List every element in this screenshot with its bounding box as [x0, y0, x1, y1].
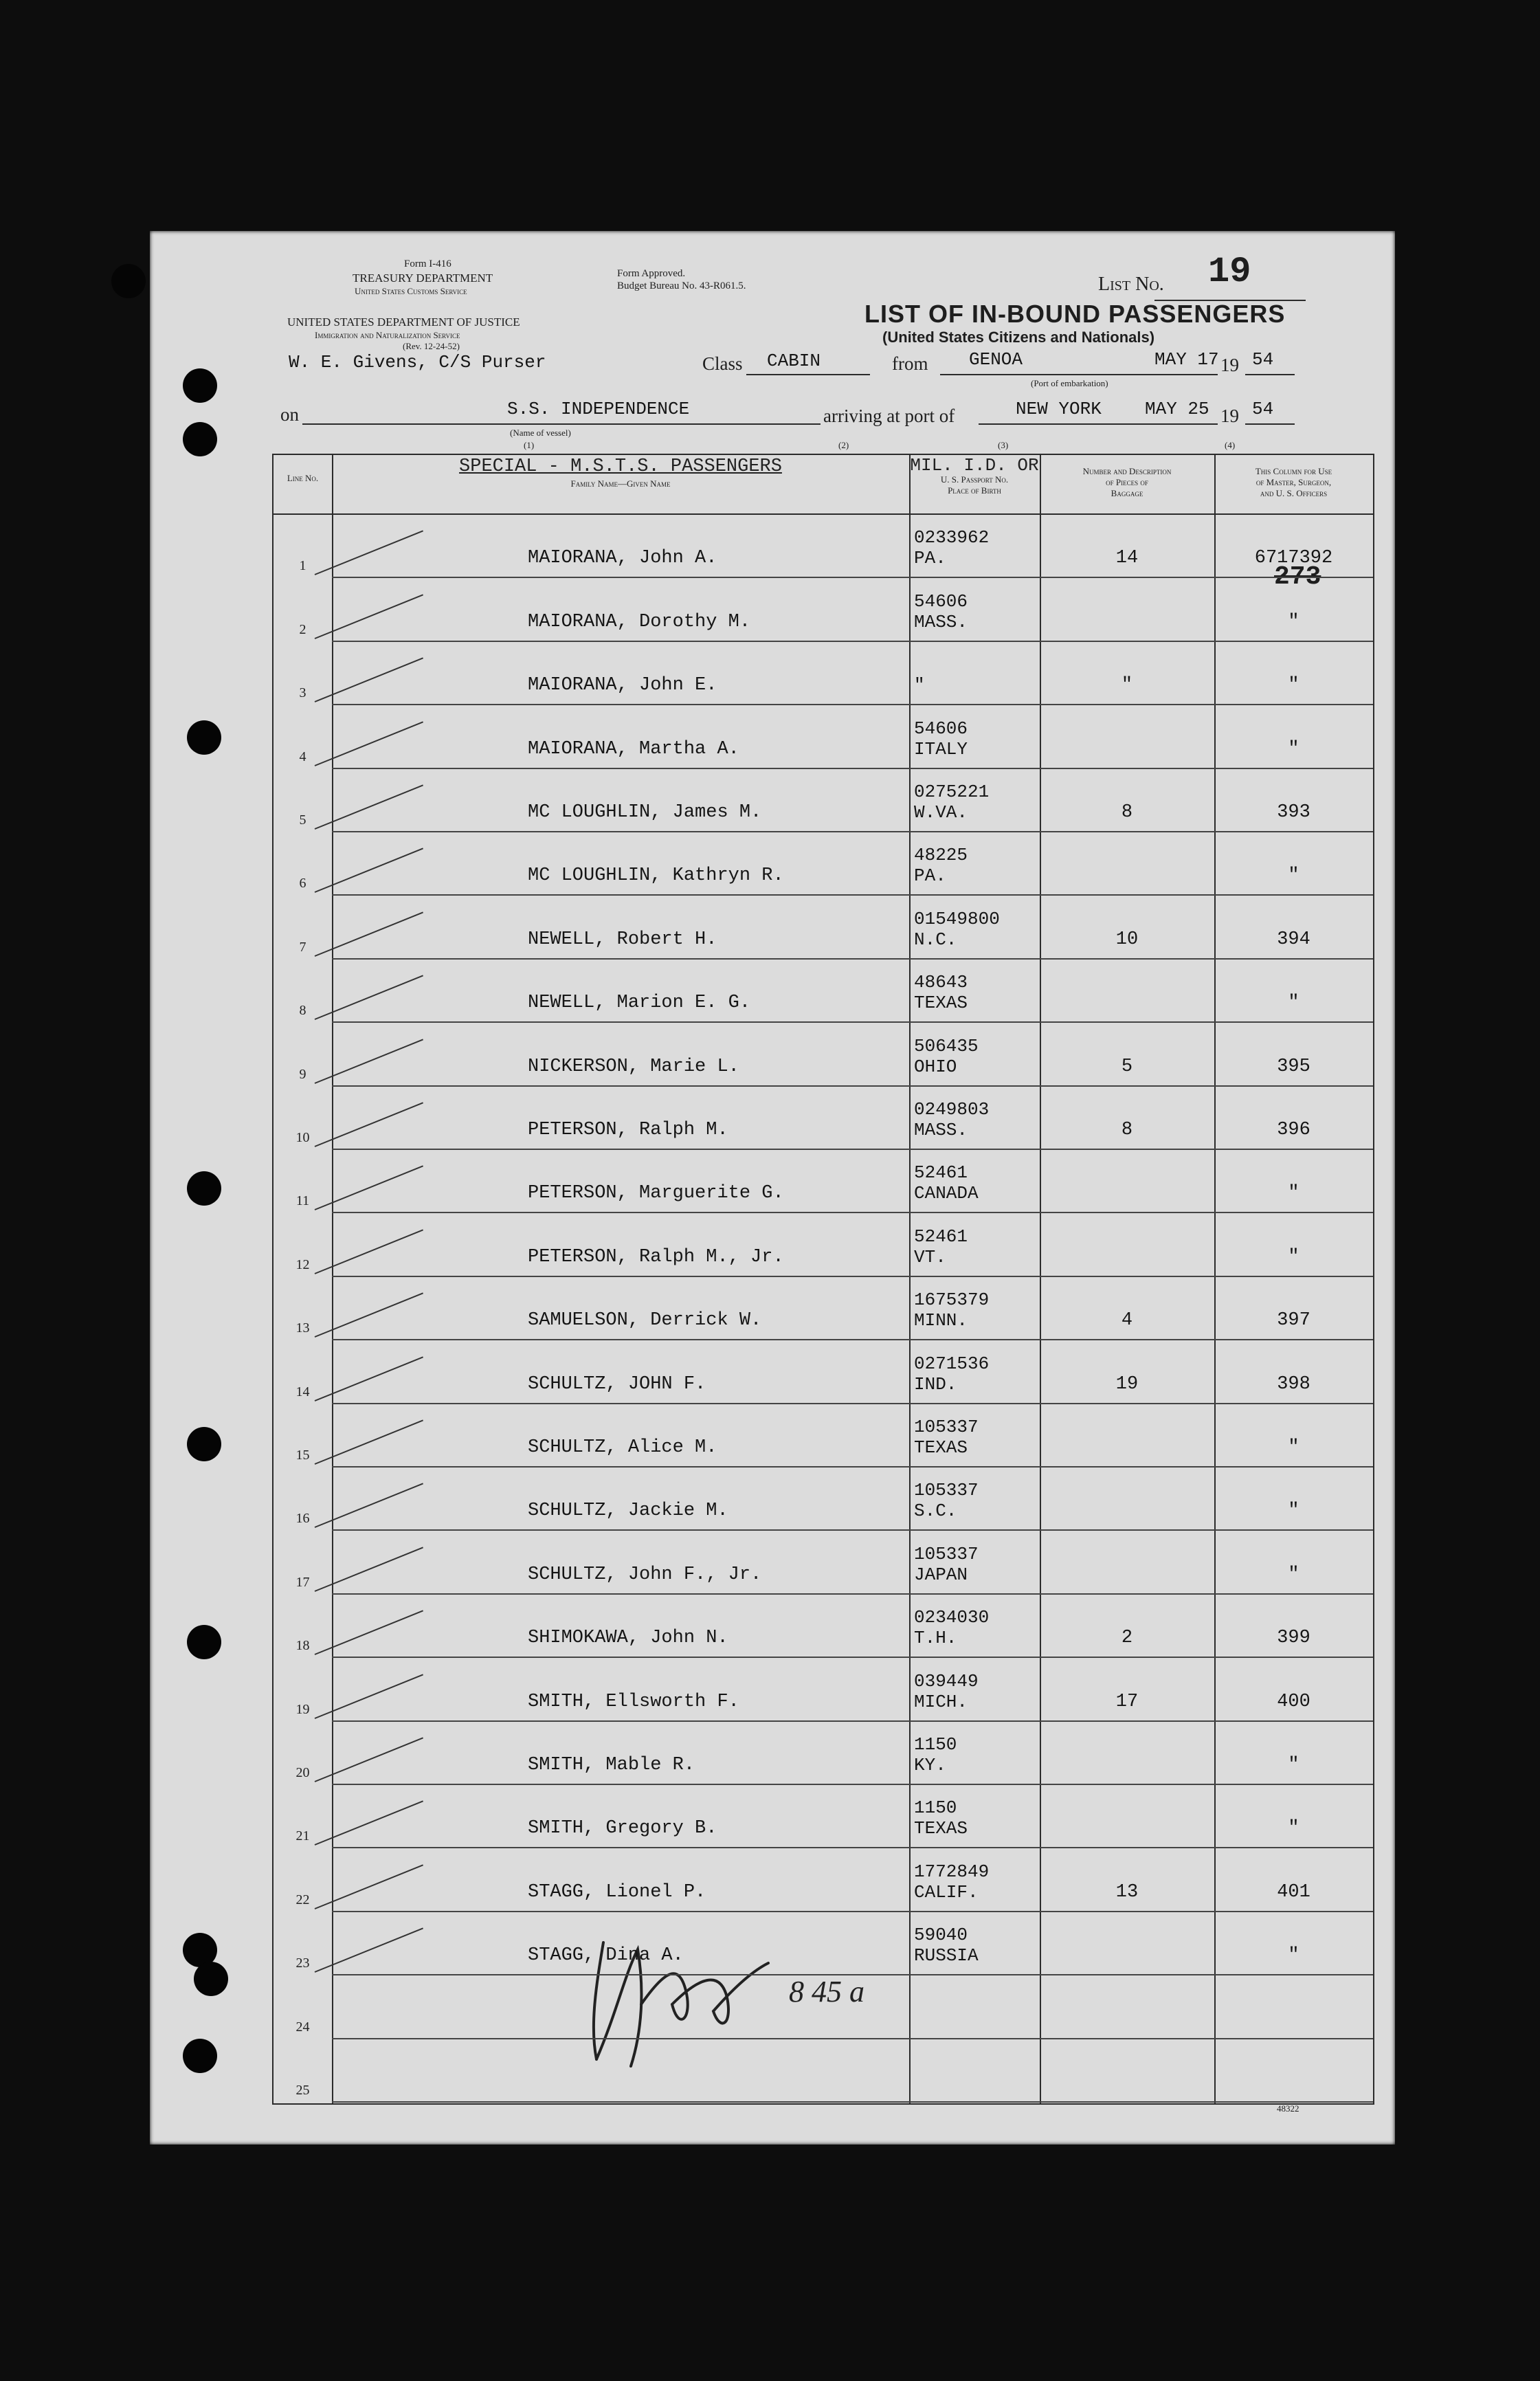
line-number: 12 [295, 1256, 310, 1272]
place-of-birth: S.C. [914, 1500, 957, 1522]
table-row [274, 1658, 1373, 1721]
passenger-name: SCHULTZ, JOHN F. [528, 1373, 706, 1395]
immigration-service: Immigration and Naturalization Service [315, 330, 460, 340]
form-approved: Form Approved. [617, 268, 686, 279]
passenger-name: NEWELL, Marion E. G. [528, 993, 751, 1014]
handwritten-annotation: 8 45 a [789, 1975, 864, 2008]
embark-caption: (Port of embarkation) [1031, 378, 1108, 388]
passenger-name: PETERSON, Marguerite G. [528, 1183, 784, 1204]
officer-use-value: " [1288, 1564, 1299, 1585]
line-number: 1 [299, 558, 306, 574]
officer-use-value: 400 [1277, 1691, 1310, 1712]
id-number: 1150 [914, 1797, 957, 1819]
table-row [274, 1213, 1373, 1276]
binder-hole [187, 1625, 221, 1659]
column-2-fill: MIL. I.D. OR [910, 455, 1039, 476]
passenger-name: PETERSON, Ralph M. [528, 1119, 728, 1140]
table-row [274, 1722, 1373, 1785]
officer-use-value: " [1288, 1500, 1299, 1522]
passenger-name: MC LOUGHLIN, Kathryn R. [528, 865, 784, 887]
officer-use-value: 393 [1277, 801, 1310, 823]
table-row [274, 2039, 1373, 2103]
check-mark [315, 1674, 423, 1719]
depart-date: MAY 17 [1154, 349, 1219, 370]
line-number: 16 [295, 1511, 310, 1527]
form-subtitle: (United States Citizens and Nationals) [882, 329, 1155, 346]
place-of-birth: T.H. [914, 1628, 957, 1649]
form-title: LIST OF IN-BOUND PASSENGERS [864, 300, 1286, 328]
table-row [274, 1848, 1373, 1912]
line-number: 21 [295, 1828, 310, 1844]
id-number: 48643 [914, 972, 968, 993]
line-number: 23 [295, 1956, 310, 1971]
check-mark [315, 1293, 423, 1338]
arrival-date: MAY 25 [1145, 399, 1209, 419]
check-mark [315, 1166, 423, 1211]
officer-use-value: " [1288, 1246, 1299, 1267]
place-of-birth: TEXAS [914, 1437, 968, 1458]
officer-use-value: 396 [1277, 1119, 1310, 1140]
passenger-name: STAGG, Dina A. [528, 1945, 684, 1967]
table-row [274, 1404, 1373, 1468]
table-row [274, 1468, 1373, 1531]
place-of-birth: MINN. [914, 1310, 968, 1331]
table-row [274, 1150, 1373, 1213]
justice-department: UNITED STATES DEPARTMENT OF JUSTICE [287, 315, 520, 329]
arrival-year: 54 [1252, 399, 1274, 419]
id-number: 48225 [914, 845, 968, 866]
table-row [274, 515, 1373, 578]
place-of-birth: ITALY [914, 738, 968, 760]
place-of-birth: PA. [914, 865, 946, 887]
list-no-label: List No. [1098, 274, 1164, 295]
line-number: 11 [295, 1193, 310, 1209]
passenger-name: NICKERSON, Marie L. [528, 1056, 739, 1077]
check-mark [315, 1737, 423, 1782]
passenger-name: SMITH, Ellsworth F. [528, 1691, 739, 1712]
id-number: 54606 [914, 590, 968, 612]
year-prefix: 19 [1220, 355, 1239, 375]
officer-use-value: 395 [1277, 1056, 1310, 1077]
place-of-birth: CALIF. [914, 1881, 979, 1903]
table-row [274, 1023, 1373, 1086]
binder-hole [187, 1171, 221, 1206]
table-row [274, 1087, 1373, 1150]
baggage-count: 8 [1121, 801, 1133, 823]
place-of-birth: PA. [914, 548, 946, 569]
check-mark [315, 975, 423, 1021]
passenger-name: MAIORANA, John A. [528, 548, 717, 569]
id-number: 52461 [914, 1162, 968, 1184]
table-row [274, 832, 1373, 896]
line-number: 17 [295, 1574, 310, 1590]
passenger-name: SMITH, Mable R. [528, 1754, 695, 1775]
column-1-caption: Family Name—Given Name [570, 478, 671, 489]
line-number: 4 [299, 749, 306, 764]
line-number: 15 [295, 1447, 310, 1463]
passenger-name: SCHULTZ, Jackie M. [528, 1500, 728, 1522]
column-3-caption-b: of Pieces of [1106, 477, 1148, 487]
baggage-count: 19 [1115, 1373, 1139, 1395]
check-mark [315, 1356, 423, 1402]
line-number: 25 [295, 2082, 310, 2098]
table-row [274, 960, 1373, 1023]
year-prefix: 19 [1220, 406, 1239, 426]
id-number: 105337 [914, 1543, 979, 1564]
class-label: Class [702, 353, 743, 374]
id-number: 0271536 [914, 1353, 990, 1374]
struck-number: 273 [1274, 562, 1321, 592]
id-number: 54606 [914, 718, 968, 739]
column-3-caption-c: Baggage [1111, 488, 1143, 498]
officer-use-value: " [1288, 1754, 1299, 1775]
line-number: 5 [299, 812, 306, 828]
line-number: 13 [295, 1320, 310, 1336]
binder-hole [194, 1962, 228, 1996]
officer-use-value: " [1288, 675, 1299, 696]
binder-hole [111, 264, 146, 298]
table-row [274, 1340, 1373, 1404]
table-row [274, 1595, 1373, 1658]
check-mark [315, 1419, 423, 1465]
check-mark [315, 848, 423, 894]
binder-hole [187, 1427, 221, 1461]
table-row [274, 1531, 1373, 1594]
check-mark [315, 1801, 423, 1846]
form-revision: (Rev. 12-24-52) [403, 341, 460, 351]
baggage-count: 13 [1115, 1881, 1139, 1903]
table-row [274, 1785, 1373, 1848]
officer-use-value: 401 [1277, 1881, 1310, 1903]
check-mark [315, 1039, 423, 1084]
place-of-birth: TEXAS [914, 1818, 968, 1839]
place-of-birth: MASS. [914, 611, 968, 632]
officer-use-value: " [1288, 865, 1299, 887]
binder-hole [183, 368, 217, 403]
officer-use-value: " [1288, 1945, 1299, 1967]
list-number: 19 [1208, 252, 1251, 292]
line-number: 2 [299, 621, 306, 637]
from-port: GENOA [969, 349, 1023, 370]
officer-use-value: 6717392 [1254, 548, 1333, 569]
table-row [274, 578, 1373, 641]
place-of-birth: " [914, 675, 925, 696]
arrival-port: NEW YORK [1016, 399, 1102, 419]
officer-use-value: " [1288, 993, 1299, 1014]
id-number: 0275221 [914, 781, 990, 802]
place-of-birth: MASS. [914, 1119, 968, 1140]
treasury-department: TREASURY DEPARTMENT [353, 272, 493, 285]
passenger-name: SHIMOKAWA, John N. [528, 1628, 728, 1649]
vessel-caption: (Name of vessel) [510, 428, 571, 438]
table-row [274, 1975, 1373, 2039]
check-mark [315, 658, 423, 703]
check-mark [315, 1547, 423, 1592]
officer-use-value: 394 [1277, 929, 1310, 950]
form-number: Form I-416 [404, 258, 451, 269]
line-number: 14 [295, 1384, 310, 1399]
place-of-birth: TEXAS [914, 993, 968, 1014]
place-of-birth: CANADA [914, 1183, 979, 1204]
id-number: 0233962 [914, 527, 990, 549]
table-row [274, 896, 1373, 959]
place-of-birth: RUSSIA [914, 1945, 979, 1967]
place-of-birth: VT. [914, 1246, 946, 1267]
binder-hole [183, 2039, 217, 2073]
id-number: 59040 [914, 1925, 968, 1946]
passenger-name: PETERSON, Ralph M., Jr. [528, 1246, 784, 1267]
baggage-count: 17 [1115, 1691, 1139, 1712]
column-4-caption-b: of Master, Surgeon, [1256, 477, 1332, 487]
passenger-name: MAIORANA, Martha A. [528, 738, 739, 760]
line-number: 20 [295, 1764, 310, 1780]
id-number: 01549800 [914, 908, 1000, 929]
binder-hole [187, 720, 221, 755]
line-number: 3 [299, 685, 306, 701]
line-number: 24 [295, 2019, 310, 2035]
class-value: CABIN [767, 351, 821, 371]
line-number: 7 [299, 939, 306, 955]
place-of-birth: W.VA. [914, 801, 968, 823]
column-4-caption-c: and U. S. Officers [1260, 488, 1328, 498]
id-number: 1675379 [914, 1289, 990, 1311]
column-4-caption: This Column for Use [1255, 466, 1332, 476]
passenger-name: SMITH, Gregory B. [528, 1818, 717, 1839]
id-number: 506435 [914, 1035, 979, 1056]
check-mark [315, 1864, 423, 1909]
vessel-name: S.S. INDEPENDENCE [507, 399, 690, 419]
check-mark [315, 594, 423, 639]
line-number: 8 [299, 1003, 306, 1019]
id-number: 52461 [914, 1226, 968, 1247]
check-mark [315, 1928, 423, 1973]
id-number: 1772849 [914, 1861, 990, 1882]
place-of-birth: N.C. [914, 929, 957, 950]
check-mark [315, 531, 423, 576]
check-mark [315, 784, 423, 830]
form-sheet [150, 231, 1395, 2145]
place-of-birth: MICH. [914, 1691, 968, 1712]
passenger-name: MC LOUGHLIN, James M. [528, 801, 762, 823]
line-number: 6 [299, 876, 306, 892]
customs-service: United States Customs Service [355, 286, 467, 296]
purser-name: W. E. Givens, C/S Purser [289, 352, 546, 373]
arriving-label: arriving at port of [823, 406, 955, 426]
passenger-name: STAGG, Lionel P. [528, 1881, 706, 1903]
line-number: 18 [295, 1638, 310, 1654]
passenger-name: MAIORANA, John E. [528, 675, 717, 696]
officer-use-value: " [1288, 1818, 1299, 1839]
check-mark [315, 1610, 423, 1656]
column-3-number: (3) [998, 440, 1009, 450]
column-1-number: (1) [524, 440, 535, 450]
baggage-count: 4 [1121, 1310, 1133, 1331]
officer-use-value: 398 [1277, 1373, 1310, 1395]
check-mark [315, 1102, 423, 1147]
check-mark [315, 911, 423, 957]
passenger-name: SCHULTZ, Alice M. [528, 1437, 717, 1458]
binder-hole [183, 422, 217, 456]
place-of-birth: KY. [914, 1754, 946, 1775]
baggage-count: 2 [1121, 1628, 1133, 1649]
depart-year: 54 [1252, 349, 1274, 370]
officer-use-value: " [1288, 1183, 1299, 1204]
officer-use-value: " [1288, 611, 1299, 632]
baggage-count: 5 [1121, 1056, 1133, 1077]
check-mark [315, 721, 423, 766]
id-number: 105337 [914, 1416, 979, 1437]
column-2-caption-b: Place of Birth [948, 485, 1001, 496]
place-of-birth: IND. [914, 1373, 957, 1395]
column-1-fill: SPECIAL - M.S.T.S. PASSENGERS [459, 456, 782, 477]
id-number: 0249803 [914, 1098, 990, 1120]
table-row [274, 705, 1373, 768]
passenger-name: MAIORANA, Dorothy M. [528, 611, 751, 632]
baggage-count: 10 [1115, 929, 1139, 950]
line-number: 19 [295, 1701, 310, 1717]
column-4-number: (4) [1225, 440, 1236, 450]
baggage-count: 14 [1115, 548, 1139, 569]
table-row [274, 642, 1373, 705]
place-of-birth: JAPAN [914, 1564, 968, 1585]
id-number: 1150 [914, 1734, 957, 1755]
budget-bureau: Budget Bureau No. 43-R061.5. [617, 280, 746, 291]
passenger-name: SAMUELSON, Derrick W. [528, 1310, 762, 1331]
check-mark [315, 1483, 423, 1529]
id-number: 0234030 [914, 1607, 990, 1628]
table-row [274, 1277, 1373, 1340]
from-label: from [892, 353, 928, 374]
table-row [274, 769, 1373, 832]
column-2-caption: U. S. Passport No. [940, 474, 1009, 485]
line-no-header: Line No. [287, 473, 319, 483]
line-number: 9 [299, 1066, 306, 1082]
officer-use-value: " [1288, 1437, 1299, 1458]
officer-use-value: " [1288, 738, 1299, 760]
passenger-name: SCHULTZ, John F., Jr. [528, 1564, 762, 1585]
column-3-caption: Number and Description [1082, 466, 1172, 476]
passenger-name: NEWELL, Robert H. [528, 929, 717, 950]
on-label: on [280, 404, 299, 425]
footer-code: 48322 [1277, 2103, 1299, 2114]
table-row [274, 1912, 1373, 1975]
place-of-birth: OHIO [914, 1056, 957, 1077]
passenger-table [272, 454, 1374, 2105]
id-number: 039449 [914, 1670, 979, 1692]
baggage-count: 8 [1121, 1119, 1133, 1140]
baggage-count: " [1121, 675, 1133, 696]
officer-use-value: 399 [1277, 1628, 1310, 1649]
line-number: 10 [295, 1129, 310, 1145]
check-mark [315, 1229, 423, 1274]
id-number: 105337 [914, 1480, 979, 1501]
officer-use-value: 397 [1277, 1310, 1310, 1331]
column-2-number: (2) [838, 440, 849, 450]
line-number: 22 [295, 1892, 310, 1907]
